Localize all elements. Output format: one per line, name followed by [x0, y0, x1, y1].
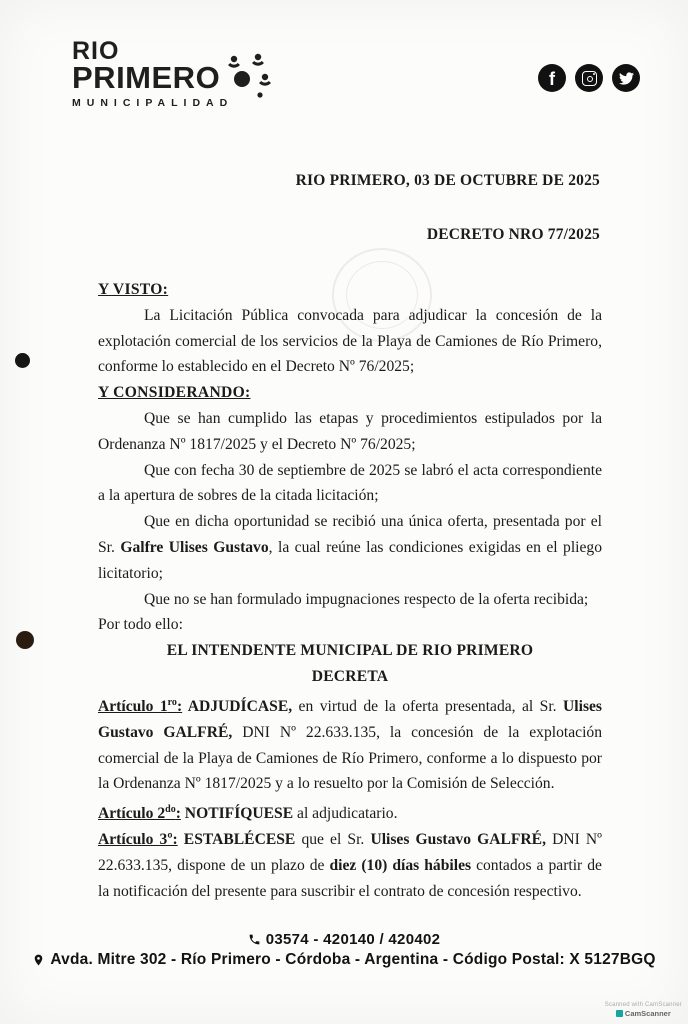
article-2: Artículo $2^{do}$: NOTIFÍQUESE al adjudicatario.	[98, 804, 398, 823]
considerando-paragraph-2: Que con fecha 30 de septiembre de 2025 se labró el acta correspondiente a la apertura de sobres de la citada licitación;	[98, 461, 602, 505]
offerer-name: Galfre Ulises Gustavo	[120, 538, 269, 556]
logo-text-primero: PRIMERO	[72, 63, 220, 92]
article-2-label: Artículo $2^{do}$:	[98, 804, 181, 823]
considerando-paragraph-4: Que no se han formulado impugnaciones respecto de la oferta recibida;	[144, 590, 589, 608]
visto-paragraph: La Licitación Pública convocada para adjudicar la concesión de la explotación comercial de los servicios de la Playa de Camiones de Río Primero, conforme lo establecido en el Decreto Nº 76/2025;	[98, 306, 602, 376]
location-pin-icon	[32, 953, 45, 967]
camscanner-watermark: Scanned with CamScanner CamScanner	[604, 1002, 682, 1018]
article-1-label: Artículo $1^{ro}$:	[98, 696, 183, 715]
article-3: Artículo 3º: ESTABLÉCESE que el Sr. Ulises Gustavo GALFRÉ, DNI Nº 22.633.135, dispone de un plazo de diez (10) días hábiles contados a partir de la notificación del presente para suscribir el contrato de concesión respectivo.	[98, 831, 603, 900]
decree-body	[98, 277, 602, 905]
decreta-heading-2: DECRETA	[311, 667, 389, 685]
logo-subtitle: MUNICIPALIDAD	[72, 97, 234, 109]
decree-number: DECRETO NRO 77/2025	[426, 226, 600, 243]
considerando-paragraph-1: Que se han cumplido las etapas y procedimientos estipulados por la Ordenanza Nº 1817/2025 y el Decreto Nº 76/2025;	[98, 409, 602, 453]
logo-text-rio: RIO	[72, 37, 120, 65]
article-1: Artículo $1^{ro}$: ADJUDÍCASE, en virtud de la oferta presentada, al Sr. Ulises Gustavo GALFRÉ, DNI Nº 22.633.135, la concesión de la explotación comercial de la Playa de Camiones de Río Primero, conforme a lo dispuesto por la Ordenanza Nº 1817/2025 y a lo resuelto por la Comisión de Selección.	[98, 696, 602, 793]
awardee-name: Ulises Gustavo GALFRÉ,	[98, 697, 602, 741]
footer-address-line: Avda. Mitre 302 - Río Primero - Córdoba - Argentina - Código Postal: X 5127BGQ	[0, 951, 688, 969]
deadline-term: diez (10) días hábiles	[329, 856, 472, 874]
footer-phone-line: 03574 - 420140 / 420402	[0, 931, 688, 948]
decreta-heading-1: EL INTENDENTE MUNICIPAL DE RIO PRIMERO	[166, 642, 534, 660]
considerando-heading: Y CONSIDERANDO:	[98, 384, 251, 402]
twitter-icon	[612, 64, 640, 92]
phone-icon	[248, 933, 261, 946]
considerando-paragraph-3: Que en dicha oportunidad se recibió una única oferta, presentada por el Sr. Galfre Ulises Gustavo, la cual reúne las condiciones exigidas en el pliego licitatorio;	[98, 513, 602, 582]
punch-hole-dot	[15, 353, 30, 368]
municipality-logo	[72, 37, 234, 109]
camscanner-logo-icon	[616, 1010, 623, 1017]
visto-heading: Y VISTO:	[98, 281, 169, 298]
logo-dots-icon	[220, 49, 272, 105]
letterhead-footer	[0, 931, 688, 969]
instagram-icon	[575, 64, 603, 92]
social-icons	[538, 64, 640, 92]
closing-line: Por todo ello:	[98, 616, 183, 634]
date-line: RIO PRIMERO, 03 DE OCTUBRE DE 2025	[295, 172, 600, 189]
punch-hole-dot	[16, 631, 34, 649]
article-3-label: Artículo 3º:	[98, 831, 178, 849]
awardee-name: Ulises Gustavo GALFRÉ,	[370, 831, 546, 849]
facebook-icon: f	[538, 64, 566, 92]
